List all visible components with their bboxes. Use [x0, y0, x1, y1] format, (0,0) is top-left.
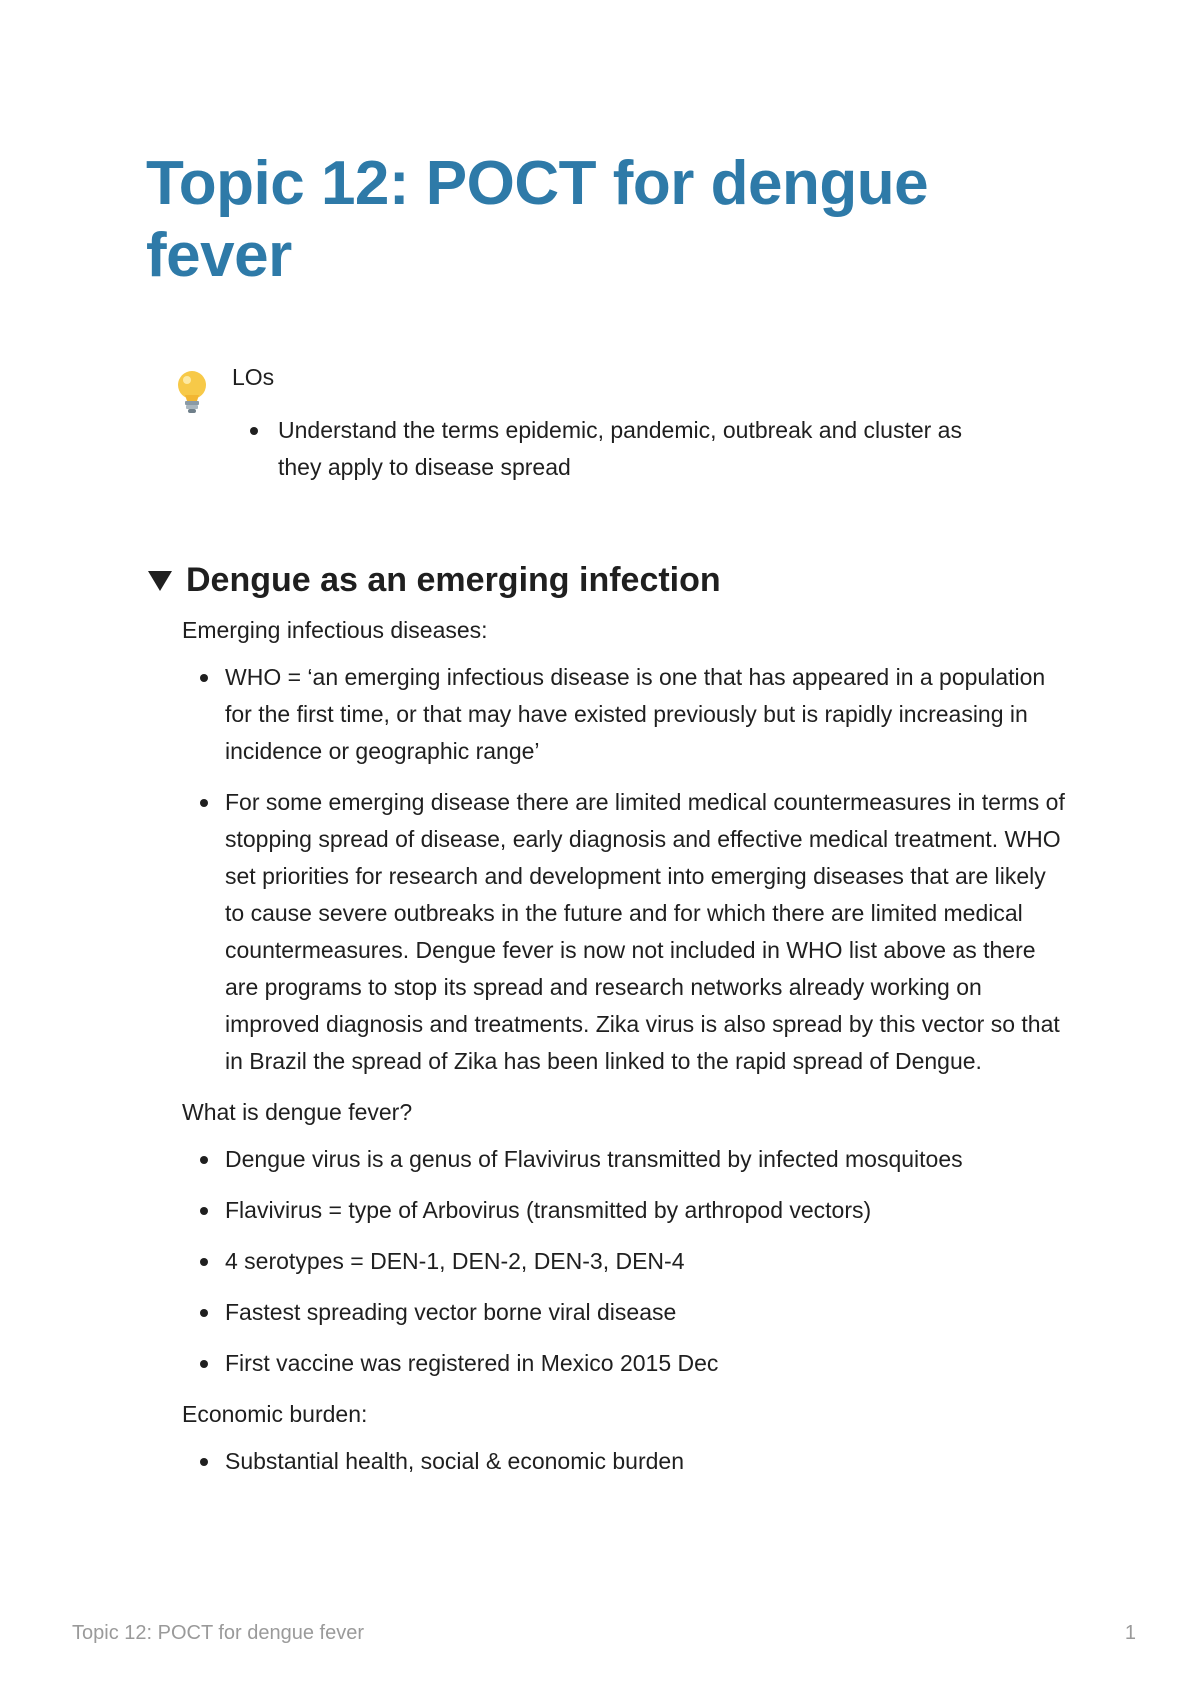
paragraph: Economic burden: — [182, 1401, 368, 1427]
list-item — [182, 1443, 1066, 1480]
callout-title: LOs — [232, 364, 275, 390]
section-toggle[interactable] — [146, 556, 1066, 604]
list-item — [182, 1345, 1066, 1382]
list-item-text: For some emerging disease there are limited medical countermeasures in terms of stopping spread of disease, early diagnosis and effective medical treatment. WHO set priorities for research and development into emerging diseases that are likely to cause severe outbreaks in the future and for which there are limited medical countermeasures. Dengue fever is now not included in WHO list above as there are programs to stop its spread and research networks already working on improved diagnosis and treatments. Zika virus is also spread by this vector so that in Brazil the spread of Zika has been linked to the rapid spread of Dengue. — [225, 789, 1065, 1074]
footer-title: Topic 12: POCT for dengue fever — [72, 1622, 365, 1644]
lightbulb-icon — [170, 368, 214, 416]
section-heading: Dengue as an emerging infection — [186, 561, 721, 599]
list-item — [182, 1243, 1066, 1280]
page-footer — [72, 1622, 1136, 1652]
list-item — [182, 784, 1066, 1080]
list-item-text: WHO = ‘an emerging infectious disease is one that has appeared in a population for the first time, or that may have existed previously but is rapidly increasing in incidence or geographic range’ — [225, 664, 1046, 764]
list-item — [182, 1141, 1066, 1178]
paragraph: Emerging infectious diseases: — [182, 617, 488, 643]
list-item-text: 4 serotypes = DEN-1, DEN-2, DEN-3, DEN-4 — [225, 1248, 685, 1274]
list-item-text: Substantial health, social & economic burden — [225, 1448, 685, 1474]
bullet-list — [182, 1141, 1066, 1382]
bullet-icon — [200, 1458, 208, 1466]
list-item — [182, 1294, 1066, 1331]
list-item — [182, 659, 1066, 770]
list-item — [248, 412, 1008, 486]
list-item-text: First vaccine was registered in Mexico 2015 Dec — [225, 1350, 719, 1376]
page-title: Topic 12: POCT for dengue fever — [146, 149, 929, 290]
list-item-text: Fastest spreading vector borne viral disease — [225, 1299, 677, 1325]
bullet-list — [182, 1443, 1066, 1480]
section-body — [146, 612, 1066, 1480]
page-number: 1 — [1124, 1622, 1136, 1644]
bullet-list — [182, 659, 1066, 1080]
bullet-icon — [200, 1360, 208, 1368]
callout-list — [248, 412, 1008, 486]
bullet-icon — [200, 1309, 208, 1317]
bullet-icon — [200, 1207, 208, 1215]
list-item — [182, 1192, 1066, 1229]
dengue-section — [146, 556, 1066, 1494]
list-item-text: Flavivirus = type of Arbovirus (transmitted by arthropod vectors) — [225, 1197, 872, 1223]
bullet-icon — [200, 1258, 208, 1266]
paragraph: What is dengue fever? — [182, 1099, 413, 1125]
bullet-icon — [250, 427, 258, 435]
list-item-text: Understand the terms epidemic, pandemic, outbreak and cluster as they apply to disease spread — [278, 417, 962, 480]
bullet-icon — [200, 1156, 208, 1164]
triangle-down-icon[interactable] — [146, 566, 174, 594]
list-item-text: Dengue virus is a genus of Flavivirus transmitted by infected mosquitoes — [225, 1146, 963, 1172]
bullet-icon — [200, 674, 208, 682]
bullet-icon — [200, 799, 208, 807]
